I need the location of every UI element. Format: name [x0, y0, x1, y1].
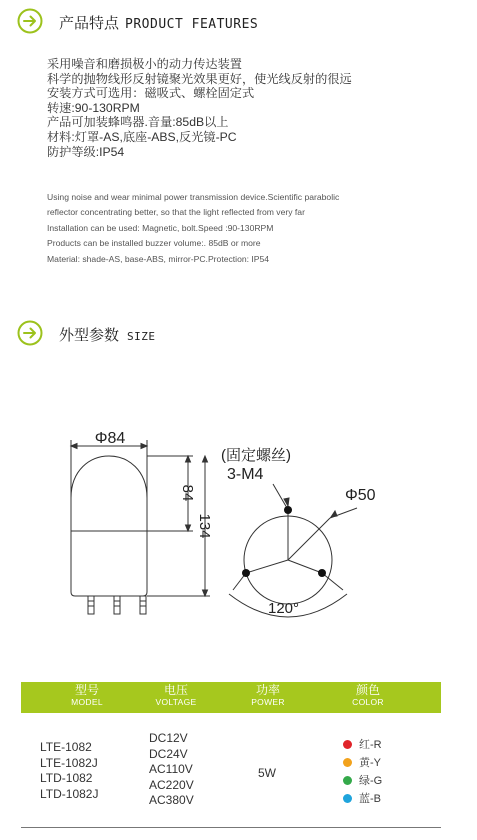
angle-label: 120°	[268, 600, 300, 617]
header-power-cn: 功率	[255, 683, 280, 697]
header-color	[328, 684, 408, 708]
width-dim-label: Φ84	[94, 430, 126, 447]
voltage-item: AC110V	[149, 762, 193, 776]
table-header	[21, 682, 441, 713]
feature-en-line: Installation can be used: Magnetic, bolt.Speed :90-130RPM	[47, 222, 274, 233]
color-dot	[343, 758, 352, 767]
screw-hole	[242, 569, 250, 577]
header-model-en: MODEL	[71, 697, 103, 707]
screw-hole	[284, 506, 292, 514]
header-voltage-en: VOLTAGE	[155, 697, 197, 707]
screw-spec-label: 3-M4	[227, 466, 264, 483]
voltage-item: AC380V	[149, 793, 194, 807]
model-item: LTE-1082	[40, 740, 92, 754]
lamp-base-outline	[71, 531, 147, 596]
table-bottom-rule	[21, 827, 441, 828]
features-title-en: PRODUCT FEATURES	[125, 17, 259, 32]
model-item: LTD-1082	[40, 771, 93, 785]
model-item: LTD-1082J	[40, 786, 99, 801]
model-item: LTE-1082J	[40, 755, 98, 770]
screw-note-label: (固定螺丝)	[221, 447, 291, 464]
header-power	[228, 684, 308, 708]
feature-en-line: Material: shade-AS, base-ABS, mirror-PC.Protection: IP54	[47, 253, 270, 264]
header-color-en: COLOR	[352, 697, 384, 707]
feature-cn-line: 转速:90-130RPM	[47, 100, 140, 115]
color-item	[343, 754, 381, 770]
lamp-dome-outline	[71, 456, 147, 531]
color-item	[343, 736, 382, 752]
header-voltage-cn: 电压	[163, 683, 188, 697]
feature-cn-line: 材料:灯罩-AS,底座-ABS,反光镜-PC	[47, 129, 237, 144]
header-voltage	[136, 684, 216, 708]
features-heading	[59, 12, 258, 33]
header-color-cn: 颜色	[355, 683, 380, 697]
features-title-cn: 产品特点	[59, 15, 120, 32]
voltage-list	[149, 731, 194, 809]
color-label: 蓝-B	[359, 793, 381, 805]
color-label: 黄-Y	[359, 757, 381, 769]
feature-cn-line: 产品可加装蜂鸣器.音量:85dB以上	[47, 115, 229, 130]
color-dot	[343, 776, 352, 785]
feature-cn-line: 科学的抛物线形反射镜聚光效果更好，使光线反射的很远	[47, 71, 352, 86]
feature-en-line: Using noise and wear minimal power transmission device.Scientific parabolic	[47, 192, 340, 202]
size-heading	[59, 324, 156, 345]
color-label: 红-R	[359, 739, 382, 751]
size-title-cn: 外型参数	[59, 327, 120, 344]
dome-height-label: 84	[179, 484, 196, 502]
feature-cn-line: 采用噪音和磨损极小的动力传达装置	[47, 57, 242, 71]
header-power-en: POWER	[251, 697, 285, 707]
features-en-list	[47, 190, 339, 267]
screw-hole	[318, 569, 326, 577]
feature-en-line: reflector concentrating better, so that the light reflected from very far	[47, 207, 305, 218]
voltage-item: AC220V	[149, 777, 194, 792]
header-model	[47, 684, 127, 708]
power-value: 5W	[258, 766, 276, 780]
dimension-drawing	[0, 420, 477, 630]
feature-en-line: Products can be installed buzzer volume:. 85dB or more	[47, 238, 261, 249]
arrow-circle-icon	[17, 320, 43, 346]
pcd-label: Φ50	[345, 487, 376, 504]
model-list	[40, 740, 98, 802]
color-item	[343, 790, 381, 806]
feature-cn-line: 防护等级:IP54	[47, 144, 125, 159]
color-item	[343, 772, 382, 788]
feature-cn-line: 安装方式可选用：磁吸式、螺栓固定式	[47, 86, 255, 101]
color-dot	[343, 794, 352, 803]
header-model-cn: 型号	[74, 683, 99, 697]
arrow-circle-icon	[17, 8, 43, 34]
mounting-bolts	[88, 596, 146, 614]
voltage-item: DC24V	[149, 746, 188, 761]
total-height-label: 134	[196, 513, 213, 539]
size-title-en: SIZE	[127, 330, 156, 343]
features-cn-list	[47, 57, 352, 159]
color-dot	[343, 740, 352, 749]
color-label: 绿-G	[359, 775, 383, 787]
voltage-item: DC12V	[149, 731, 188, 745]
